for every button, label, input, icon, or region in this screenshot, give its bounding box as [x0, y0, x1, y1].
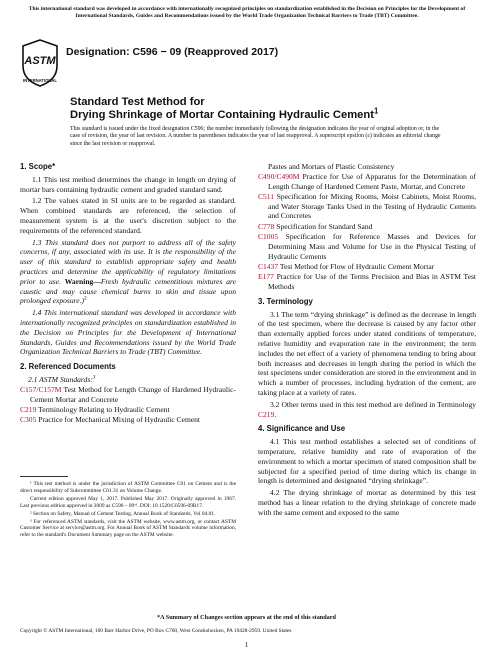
reference-title: Specification for Reference Masses and Devices for Determining Mass and Volume for Use in the Physical Testing of Hydraulic Cements [268, 232, 476, 261]
reference-item [258, 192, 476, 221]
paragraph-1-3 [20, 238, 236, 307]
paragraph-1-2: 1.2 The values stated in SI units are to be regarded as standard. When combined standards are referenced, the selection of measurement system is at the user's discretion subject to the requirements of the referenced standard. [20, 196, 236, 235]
paragraph-1-1: 1.1 This test method determines the change in length on drying of mortar bars containing hydraulic cement and graded standard sand. [20, 174, 236, 194]
reference-item [20, 415, 236, 425]
document-title [70, 96, 430, 123]
designation: Designation: C596 − 09 (Reapproved 2017) [66, 46, 279, 58]
reference-title: Practice for Use of the Terms Precision and Bias in ASTM Test Methods [268, 272, 476, 292]
warning-text: Fresh hydraulic cementitious mixtures are caustic and may cause chemical burns to skin and tissue upon prolonged exposure.) [20, 276, 237, 306]
reference-title: Test Method for Length Change of Hardened Hydraulic-Cement Mortar and Concrete [30, 384, 236, 404]
paragraph-text: . [274, 409, 277, 419]
title-footnote-ref: 1 [373, 106, 379, 116]
svg-text:ASTM: ASTM [24, 55, 56, 67]
footnote-3: ³ For referenced ASTM standards, visit the ASTM website, www.astm.org, or contact ASTM Customer Service at service@astm.org. For Annual Book of ASTM Standards volume information, refer to the standard's Document Summary page on the ASTM website. [20, 518, 236, 539]
reference-link[interactable]: C219 [20, 404, 37, 414]
paragraph-text: 3.2 Other terms used in this test method are defined in Terminology [270, 399, 476, 409]
paragraph-4-1: 4.1 This test method establishes a selected set of conditions of temperature, relative humidity and rate of evaporation of the environment to which a mortar specimen of stated composition shall be subjected for a specified period of time during which its change in length is determined and designated “drying shrinkage”. [258, 437, 476, 486]
reference-link[interactable]: E177 [258, 272, 274, 282]
title-line-2 [70, 106, 430, 122]
section-heading-terminology: 3. Terminology [258, 296, 313, 306]
footnote-1-edition: Current edition approved May 1, 2017. Published May 2017. Originally approved in 1967. Last previous edition approved in 2009 as C596 – 09ᵉ¹. DOI: 10.1520/C0596-09R17. [20, 495, 236, 509]
reference-link[interactable]: C490/C490M [258, 171, 300, 181]
reference-item [258, 262, 476, 272]
warning-label: Warning— [64, 276, 101, 286]
right-column [258, 162, 476, 520]
footnote-ref: 2 [84, 295, 87, 302]
astm-standards-subheading [20, 375, 236, 385]
reference-link[interactable]: C219 [258, 409, 275, 419]
title-line-1: Standard Test Method for [70, 96, 205, 108]
reference-link[interactable]: C305 [20, 415, 37, 425]
reference-link[interactable]: C1005 [258, 232, 279, 242]
footnote-1: ¹ This test method is under the jurisdiction of ASTM Committee C01 on Cement and is the direct responsibility of Subcommittee C01.31 on Volume Change. [20, 481, 236, 494]
reference-title: Specification for Mixing Rooms, Moist Cabinets, Moist Rooms, and Water Storage Tanks Used in the Testing of Hydraulic Cements and Concretes [268, 191, 476, 221]
reference-title: Test Method for Flow of Hydraulic Cement Mortar [278, 261, 435, 271]
reference-title: Practice for Use of Apparatus for the Determination of Length Change of Hardened Cement Paste, Mortar, and Concrete [268, 171, 476, 191]
reference-item [258, 172, 476, 192]
footnote-ref: 3 [92, 374, 96, 381]
footnote-divider [20, 476, 68, 477]
logo-text: INTERNATIONAL [23, 78, 57, 83]
paragraph-3-2 [258, 400, 476, 420]
astm-international-logo [20, 38, 60, 88]
reference-link[interactable]: C778 [258, 221, 275, 231]
subheading-text: 2.1 ASTM Standards: [28, 374, 93, 384]
paragraph-1-4: 1.4 This international standard was developed in accordance with internationally recognized principles on standardization established in the Decision on Principles for the Development of International Standards, Guides and Recommendations issued by the World Trade Organization Technical Barriers to Trade (TBT) Committee. [20, 308, 236, 357]
reference-item [20, 405, 236, 415]
paragraph-4-2: 4.2 The drying shrinkage of mortar as determined by this test method has a linear relation to the drying shrinkage of concrete made with the same cement and exposed to the same [258, 488, 476, 517]
copyright-line: Copyright © ASTM International, 100 Barr Harbor Drive, PO Box C700, West Conshohocken, PA 19428-2959. United States [20, 628, 292, 634]
summary-of-changes-note: *A Summary of Changes section appears at the end of this standard [157, 614, 336, 621]
reference-item [258, 222, 476, 232]
page-number: 1 [244, 641, 249, 649]
reference-title: Specification for Standard Sand [274, 221, 373, 231]
reference-item [20, 385, 236, 405]
reference-item [258, 232, 476, 261]
paragraph-3-1: 3.1 The term “drying shrinkage” is defined as the decrease in length of the test specimen, where the decrease is caused by any factor other than externally applied forces under stated conditions of temperature, relative humidity and evaporation rate in the environment; the term includes the net effect of a variety of phenomena tending to bring about both increases and decreases in length during the period in which the test specimens under consideration are stored in the environment and in which a number of processes, including hydration of the cement, are taking place at a variety of rates. [258, 309, 476, 398]
safety-text: 1.3 This standard does not purport to address all of the safety concerns, if any, associated with its use. It is the responsibility of the user of this standard to establish appropriate safety and health practices and determine the applicability of regulatory limitations prior to use. [20, 237, 236, 286]
section-heading-referenced-documents: 2. Referenced Documents [20, 362, 116, 372]
reference-link[interactable]: C511 [258, 191, 275, 201]
international-standard-notice: This international standard was developed in accordance with internationally recognized principles on standardization established in the Decision on Principles for the Development of International Standards, Guides and Recommendations issued by the World Trade Organization Technical Barriers to Trade (TBT) Committee. [28, 6, 466, 20]
reference-continuation: Pastes and Mortars of Plastic Consistency [268, 162, 395, 171]
standard-issue-note: This standard is issued under the fixed designation C596; the number immediately following the designation indicates the year of original adoption or, in the case of revision, the year of last revision. A number in parentheses indicates the year of last reapproval. A superscript epsilon (ε) indicates an editorial change since the last revision or reapproval. [70, 126, 441, 147]
footnote-2: ² Section on Safety, Manual of Cement Testing, Annual Book of Standards, Vol 04.01. [30, 510, 216, 517]
section-heading-scope: 1. Scope* [20, 162, 56, 171]
left-column [20, 162, 236, 425]
reference-title: Terminology Relating to Hydraulic Cement [36, 404, 170, 414]
footnotes [20, 481, 236, 540]
reference-link[interactable]: C1437 [258, 261, 279, 271]
title-main: Drying Shrinkage of Mortar Containing Hydraulic Cement [70, 109, 374, 122]
reference-title: Practice for Mechanical Mixing of Hydraulic Cement [36, 415, 201, 425]
reference-link[interactable]: C157/C157M [20, 384, 62, 394]
reference-item [258, 272, 476, 292]
section-heading-significance: 4. Significance and Use [258, 424, 346, 434]
